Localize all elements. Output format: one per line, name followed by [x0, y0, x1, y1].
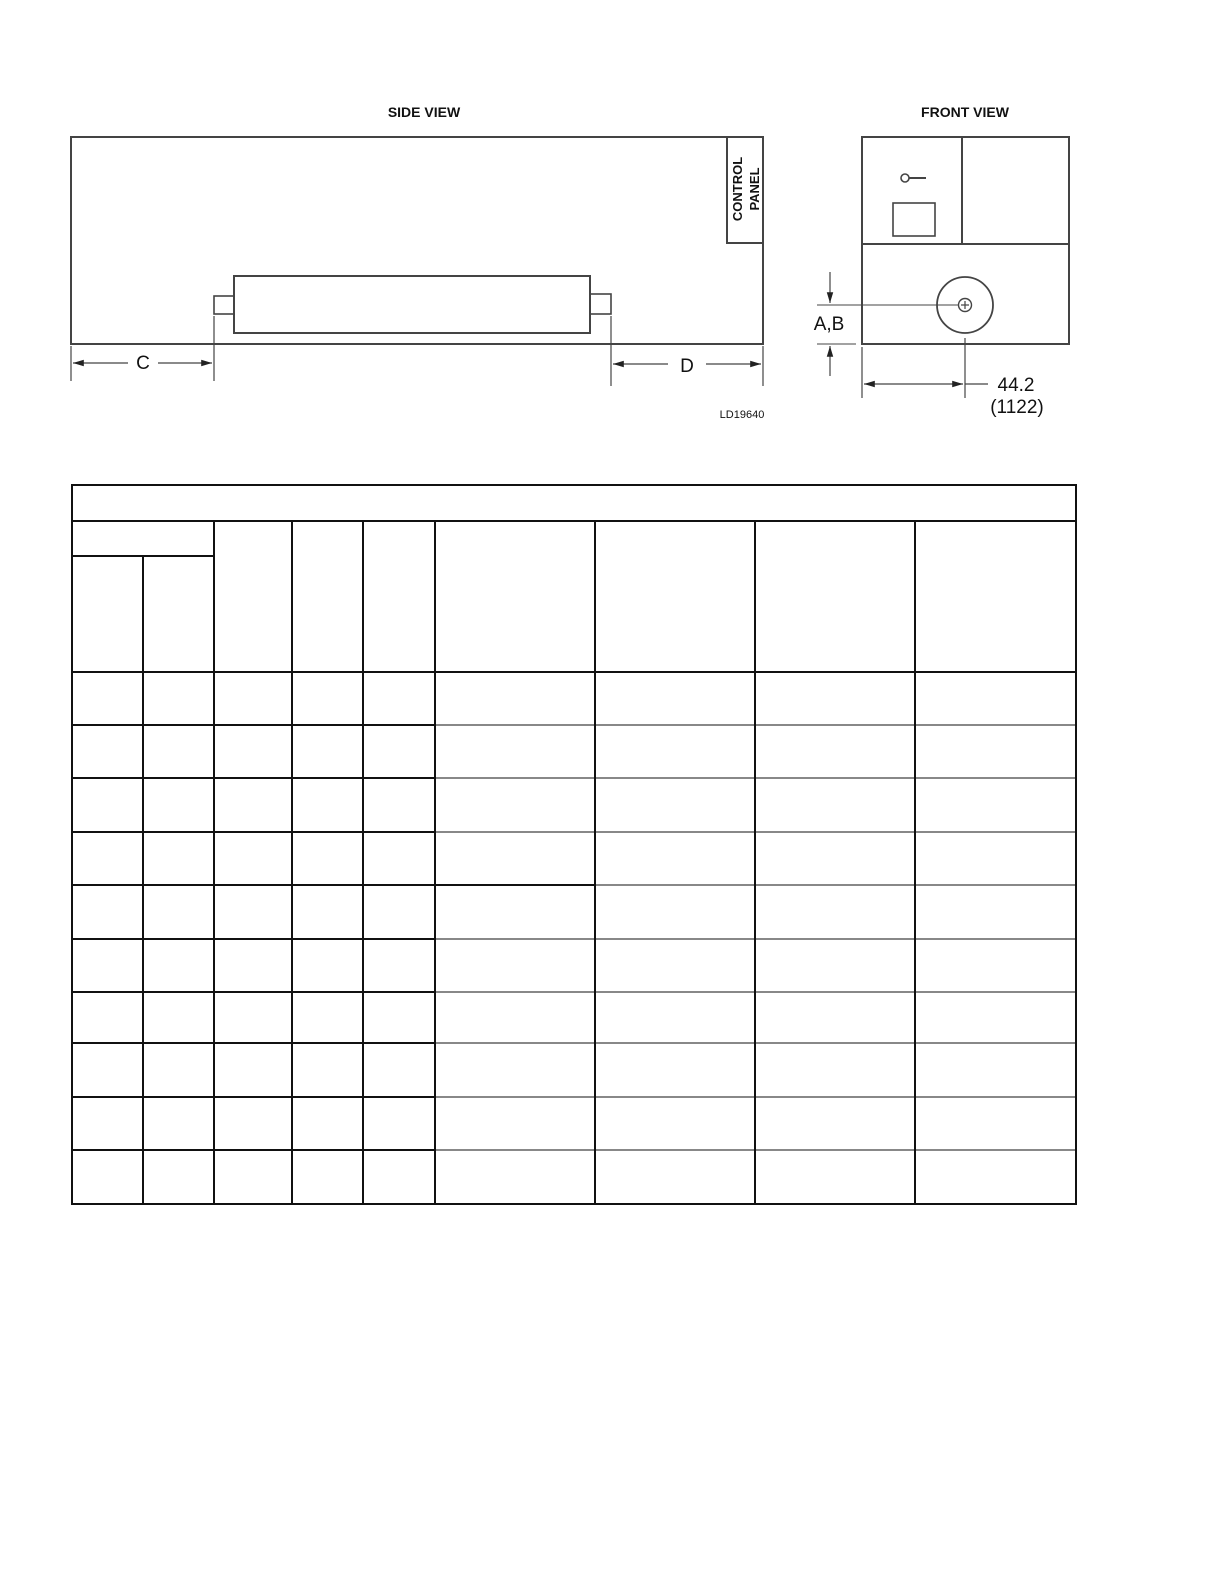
dim-d-label: D	[680, 356, 694, 377]
vessel-shell	[234, 276, 590, 333]
dim-width-value: 44.2	[997, 375, 1035, 396]
dim-width-metric: (1122)	[990, 397, 1044, 418]
front-view-title: FRONT VIEW	[921, 104, 1009, 120]
display-window	[893, 203, 935, 236]
side-view-outline	[71, 137, 763, 344]
front-view-outline	[862, 137, 1069, 344]
table-left-row-dividers	[72, 725, 595, 1150]
side-view	[71, 104, 764, 421]
front-view	[814, 104, 1069, 418]
side-view-title: SIDE VIEW	[387, 104, 461, 120]
control-panel-label-line2: PANEL	[747, 167, 762, 211]
vessel-nozzle-left	[214, 296, 234, 314]
dim-ab-label: A,B	[813, 314, 845, 335]
dimension-table	[72, 485, 1076, 1204]
drawing-code: LD19640	[719, 409, 765, 421]
key-icon-head	[901, 174, 909, 182]
control-panel-label-line1: CONTROL	[730, 156, 745, 222]
vessel-nozzle-right	[590, 294, 611, 314]
dim-c-label: C	[136, 353, 150, 374]
